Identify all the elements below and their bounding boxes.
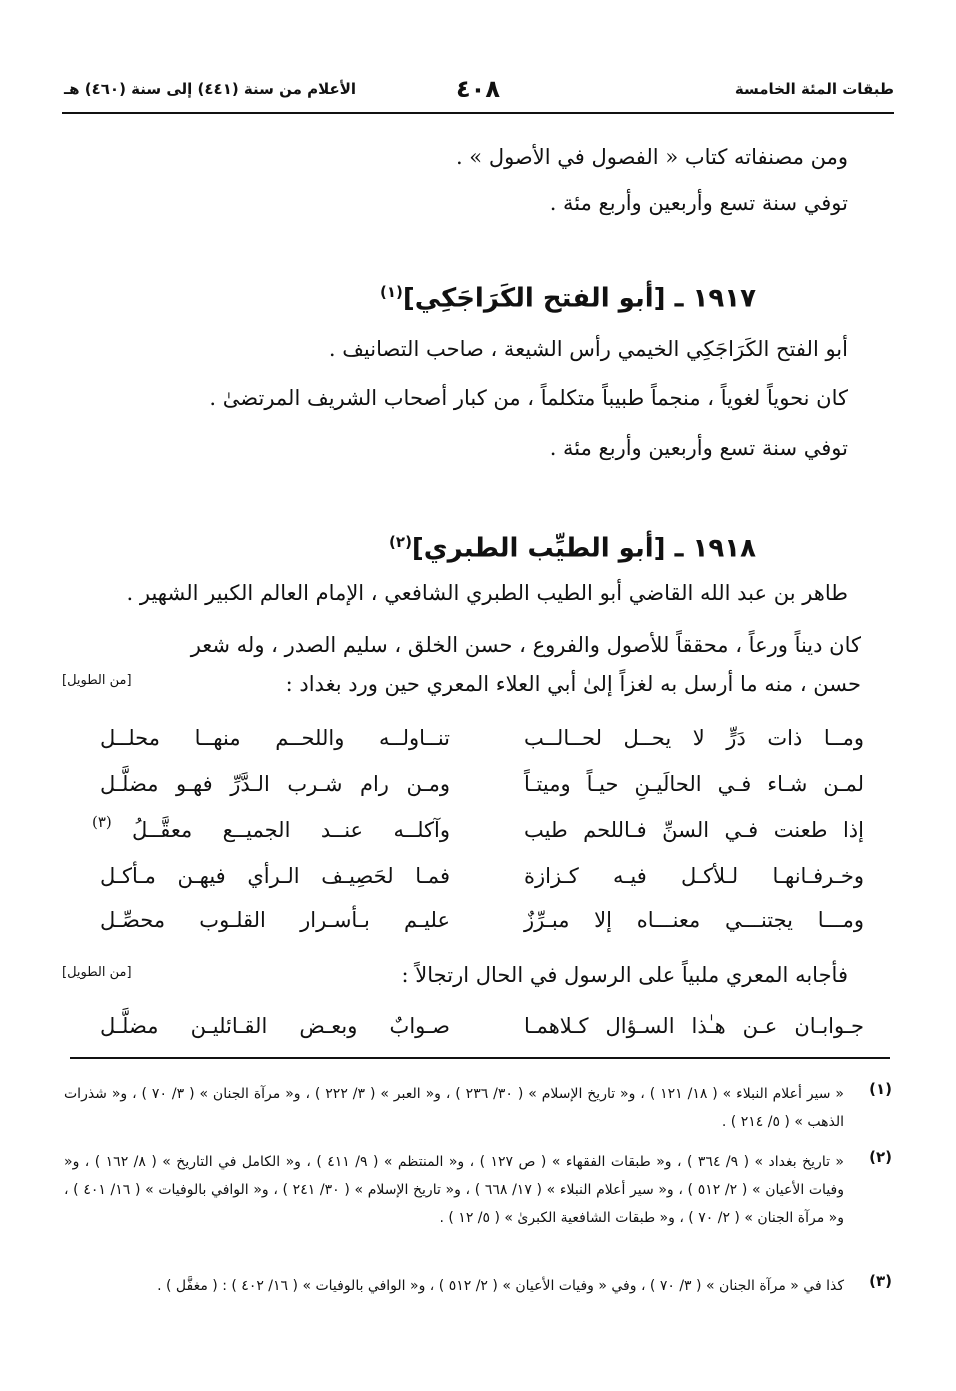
verse-row — [92, 856, 864, 896]
header-rule — [62, 112, 894, 114]
entry-1918-title-text: ١٩١٨ ـ [أبو الطيِّب الطبري] — [411, 533, 756, 564]
entry-1918-line-1: طاهر بن عبد الله القاضي أبو الطيب الطبري الشافعي ، الإمام العالم الكبير الشهير . — [126, 581, 848, 605]
verse-row — [92, 900, 864, 940]
running-header-section: طبقات المئة الخامسة — [734, 80, 894, 98]
verse-row — [92, 764, 864, 804]
entry-1918-line-3: حسن ، منه ما أرسل به لغزاً إلىٰ أبي العلاء المعري حين ورد بغداد : — [285, 672, 861, 696]
footnote-number: (٢) — [869, 1148, 892, 1166]
page-number: ٤٠٨ — [456, 75, 500, 103]
footnote-ref-2[interactable]: (٢) — [389, 533, 412, 551]
entry-1918-line-2: كان ديناً ورعاً ، محققاً للأصول والفروع ، حسن الخلق ، سليم الصدر ، وله شعر — [190, 633, 861, 657]
verse-hemistich-second: عليـم بـأسـرار القلـوب محصِّـل — [100, 908, 450, 932]
meter-label-2: [من الطويل] — [62, 965, 132, 980]
verse-hemistich-first: وخـرفـانهـا لـلأكـل فيـه كـزازة — [524, 864, 864, 888]
footnote-2 — [64, 1148, 892, 1266]
verse-hemistich-first: ومــا ذات دَرٍّ لا يحــل لحــالــب — [524, 726, 864, 750]
footnote-1 — [64, 1080, 892, 1140]
meter-label-1: [من الطويل] — [62, 673, 132, 688]
entry-1917-line-3: توفي سنة تسع وأربعين وأربع مئة . — [549, 436, 848, 460]
footnote-3 — [64, 1272, 892, 1332]
running-header-range: الأعلام من سنة (٤٤١) إلى سنة (٤٦٠) هـ — [64, 80, 357, 98]
footnote-text: « تاريخ بغداد » ( ٩/ ٣٦٤ ) ، و« طبقات الفقهاء » ( ص ١٢٧ ) ، و« المنتظم » ( ٩/ ٤١١ ) ، و« الكامل في التاريخ » ( ٨/ ١٦٢ ) ، و« وفيات الأعيان » ( ٢/ ٥١٢ ) ، و« سير أعلام النبلاء » ( ١٧/ ٦٦٨ ) ، و« تاريخ الإسلام » ( ٣٠/ ٢٤١ ) ، و« الوافي بالوفيات » ( ١٦/ ٤٠١ ) ، و« مرآة الجنان » ( ٢/ ٧٠ ) ، و« طبقات الشافعية الكبرىٰ » ( ٥/ ١٢ ) . — [64, 1154, 844, 1226]
verse-hemistich-first: ومـــا يجتنـــي معنـــاه إلا مبـرِّزٌ — [524, 908, 864, 932]
footnote-ref-3[interactable]: (٣) — [92, 813, 112, 831]
footnote-number: (١) — [869, 1080, 892, 1098]
answer-verse-row — [92, 1006, 864, 1046]
verse-row — [92, 718, 864, 758]
verse-hemistich-second: ومـن رام شـرب الـدَّرِّ فهـو مضلَّـل — [100, 772, 450, 796]
verse-hemistich-second: فمـا لحَصِيـف الـرأي فيهـن مـأكـل — [100, 864, 450, 888]
verse-hemistich-first: إذا طعنت فـي السنِّ فـاللحم طيب — [524, 818, 864, 842]
verse-hemistich-second: وآكلــه عنــد الجميــع معقَّــلُ — [132, 818, 450, 842]
footnote-text: كذا في « مرآة الجنان » ( ٣/ ٧٠ ) ، وفي « وفيات الأعيان » ( ٢/ ٥١٢ ) ، و« الوافي بالوفيات » ( ١٦/ ٤٠٢ ) : ( مغفَّل ) . — [157, 1278, 844, 1294]
footnote-rule — [70, 1057, 890, 1059]
entry-1917-line-2: كان نحوياً لغوياً ، منجماً طبيباً متكلماً ، من كبار أصحاب الشريف المرتضىٰ . — [209, 386, 848, 410]
verse-hemistich-second: صـوابٌ وبعـض القـائليـن مضلَّـل — [100, 1014, 450, 1038]
entry-1917-title — [64, 268, 756, 316]
intro-line-2: توفي سنة تسع وأربعين وأربع مئة . — [549, 191, 848, 215]
footnote-text: « سير أعلام النبلاء » ( ١٨/ ١٢١ ) ، و« تاريخ الإسلام » ( ٣٠/ ٢٣٦ ) ، و« العبر » ( ٣/ ٢٢٢ ) ، و« مرآة الجنان » ( ٣/ ٧٠ ) ، و« شذرات الذهب » ( ٥/ ٢١٤ ) . — [64, 1086, 844, 1130]
footnote-ref-1[interactable]: (١) — [380, 283, 403, 301]
entry-1918-title — [64, 518, 756, 566]
verse-hemistich-second: تنــاولــه واللحــم منهــا محلــل — [100, 726, 450, 750]
verse-hemistich-first: جـوابـان عـن هـٰذا السـؤال كـلاهمـا — [524, 1014, 864, 1038]
intro-line-1: ومن مصنفاته كتاب « الفصول في الأصول » . — [455, 145, 848, 169]
verse-hemistich-first: لمـن شـاء فـي الحالَيـنِ حيـاً وميتـاً — [524, 772, 864, 796]
entry-1917-title-text: ١٩١٧ ـ [أبو الفتح الكَرَاجَكِي] — [402, 283, 756, 314]
entry-1918-line-4: فأجابه المعري ملبياً على الرسول في الحال ارتجالاً : — [401, 963, 848, 987]
footnote-number: (٣) — [869, 1272, 892, 1290]
entry-1917-line-1: أبو الفتح الكَرَاجَكِي الخيمي رأس الشيعة ، صاحب التصانيف . — [328, 337, 848, 361]
verse-row — [92, 810, 864, 850]
